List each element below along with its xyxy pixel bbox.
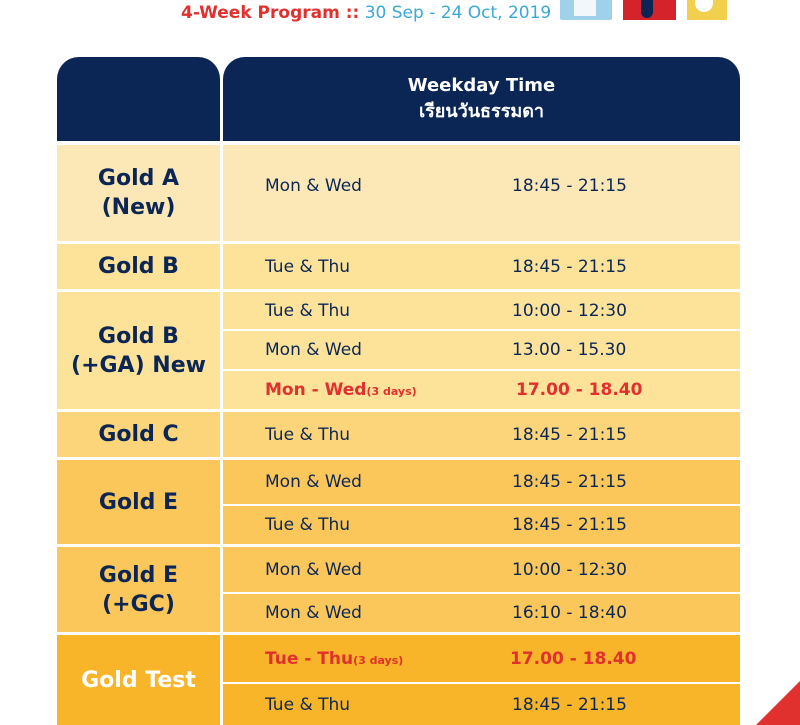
schedule-time: 13.00 - 15.30 bbox=[512, 340, 627, 360]
decorative-illustration bbox=[623, 0, 676, 20]
table-header-subtitle: เรียนวันธรรมดา bbox=[418, 101, 545, 122]
course-name: Gold B (+GA) New bbox=[57, 292, 220, 409]
schedule-time: 18:45 - 21:15 bbox=[512, 472, 627, 492]
schedule-row bbox=[223, 682, 740, 725]
program-header bbox=[181, 3, 551, 23]
decorative-illustration bbox=[560, 0, 612, 20]
schedule-row-highlight bbox=[223, 635, 740, 682]
schedule-days: Tue & Thu bbox=[265, 300, 351, 321]
schedule-days: Tue & Thu bbox=[265, 694, 351, 715]
schedule-time: 17.00 - 18.40 bbox=[516, 380, 643, 400]
schedule-time: 10:00 - 12:30 bbox=[512, 559, 627, 580]
schedule-time: 18:45 - 21:15 bbox=[512, 694, 627, 715]
schedule-row bbox=[223, 145, 740, 241]
table-header bbox=[223, 57, 740, 141]
header-blank-cell bbox=[57, 57, 220, 141]
schedule-note: (3 days) bbox=[353, 653, 404, 667]
course-group bbox=[57, 412, 740, 457]
schedule-time: 18:45 - 21:15 bbox=[512, 256, 627, 277]
course-name: Gold Test bbox=[57, 635, 220, 725]
schedule-row bbox=[223, 504, 740, 544]
decorative-corner bbox=[756, 681, 800, 725]
schedule-days: Mon & Wed bbox=[265, 340, 362, 360]
decorative-illustration bbox=[687, 0, 727, 20]
table-header-title: Weekday Time bbox=[407, 75, 556, 96]
schedule-days: Tue - Thu(3 days) bbox=[265, 648, 404, 669]
course-group bbox=[57, 547, 740, 632]
course-group bbox=[57, 145, 740, 241]
schedule-time: 17.00 - 18.40 bbox=[510, 648, 637, 669]
program-dates: 30 Sep - 24 Oct, 2019 bbox=[364, 3, 552, 23]
schedule-days: Mon & Wed bbox=[265, 603, 362, 623]
schedule-days: Mon & Wed bbox=[265, 176, 362, 196]
course-group bbox=[57, 635, 740, 725]
schedule-days: Mon & Wed bbox=[265, 472, 362, 492]
schedule-time: 18:45 - 21:15 bbox=[512, 515, 627, 535]
schedule-time: 18:45 - 21:15 bbox=[512, 176, 627, 196]
course-name: Gold B bbox=[57, 244, 220, 289]
schedule-note: (3 days) bbox=[366, 385, 417, 398]
program-title: 4-Week Program :: bbox=[181, 3, 360, 23]
schedule-days: Tue & Thu bbox=[265, 256, 351, 277]
schedule-row bbox=[223, 329, 740, 369]
course-group bbox=[57, 292, 740, 409]
schedule-time: 18:45 - 21:15 bbox=[512, 424, 627, 445]
course-group bbox=[57, 244, 740, 289]
course-group bbox=[57, 460, 740, 544]
schedule-days: Tue & Thu bbox=[265, 515, 351, 535]
schedule-row bbox=[223, 460, 740, 504]
course-name: Gold E (+GC) bbox=[57, 547, 220, 632]
schedule-row bbox=[223, 292, 740, 329]
schedule-row bbox=[223, 412, 740, 457]
schedule-row-highlight bbox=[223, 369, 740, 409]
schedule-time: 10:00 - 12:30 bbox=[512, 300, 627, 321]
schedule-row bbox=[223, 547, 740, 592]
schedule-row bbox=[223, 592, 740, 632]
schedule-row bbox=[223, 244, 740, 289]
course-name: Gold C bbox=[57, 412, 220, 457]
schedule-days: Mon & Wed bbox=[265, 559, 362, 580]
schedule-time: 16:10 - 18:40 bbox=[512, 603, 627, 623]
course-name: Gold A (New) bbox=[57, 145, 220, 241]
schedule-days: Tue & Thu bbox=[265, 424, 351, 445]
course-name: Gold E bbox=[57, 460, 220, 544]
schedule-days: Mon - Wed(3 days) bbox=[265, 380, 417, 400]
